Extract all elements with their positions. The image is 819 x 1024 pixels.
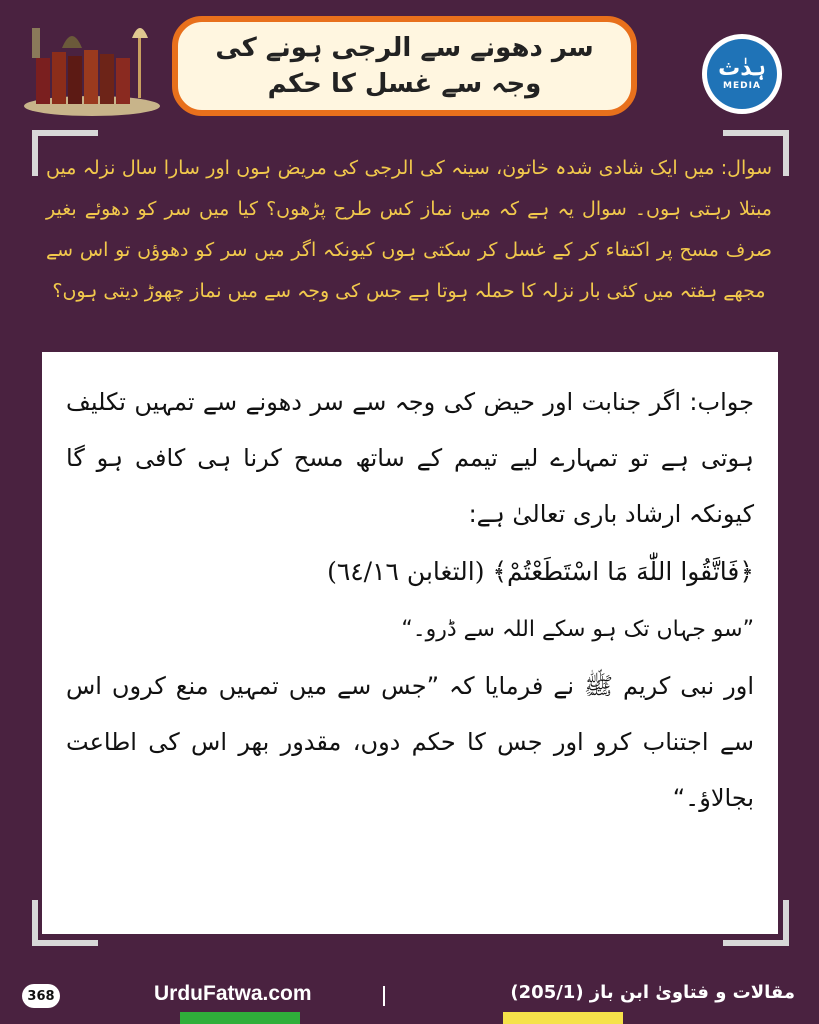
title-line-1: سر دھونے سے الرجی ہونے کی [215, 33, 594, 63]
logo-text: MEDIA [723, 81, 761, 91]
website-link[interactable]: UrduFatwa.com [154, 982, 312, 1005]
footer-divider [383, 986, 385, 1006]
title-box [172, 16, 637, 116]
logo-mark: ہدٰث [718, 56, 766, 81]
green-accent-bar [180, 1012, 300, 1024]
mohaddis-media-logo [702, 34, 782, 114]
books-illustration [22, 18, 162, 118]
question-text: سوال: میں ایک شادی شدہ خاتون، سینہ کی الرجی کی مریض ہوں اور سارا سال نزلہ میں مبتلا رہتی ہوں۔ سوال یہ ہے کہ میں نماز کس طرح پڑھوں؟ کیا میں سر کو دھوئے بغیر صرف مسح پر اکتفاء کر کے غسل کر سکتی ہوں کیونکہ اگر میں سر کو دھوؤں تو اس سے مجھے ہفتہ میں کئی بار نزلہ کا حملہ ہوتا ہے جس کی وجہ سے میں نماز چھوڑ دیتی ہوں؟ [46, 157, 772, 302]
frame-corner-bottom-left [32, 900, 98, 946]
answer-box [42, 352, 778, 934]
source-reference: مقالات و فتاویٰ ابن باز (205/1) [510, 982, 795, 1003]
title-line-2: وجہ سے غسل کا حکم [267, 69, 542, 99]
page-number-badge: 368 [22, 984, 60, 1008]
answer-paragraph-2: اور نبی کریم ﷺ نے فرمایا کہ ”جس سے میں تمہیں منع کروں اس سے اجتناب کرو اور جس کا حکم دوں، مقدور بھر اس کی اطاعت بجالاؤ۔“ [66, 672, 754, 812]
yellow-accent-bar [503, 1012, 623, 1024]
frame-corner-bottom-right [723, 900, 789, 946]
quran-verse: ﴿فَاتَّقُوا اللّٰهَ مَا اسْتَطَعْتُمْ﴾ (التغابن ٦٤/١٦) [327, 557, 754, 586]
verse-translation: ”سو جہاں تک ہو سکے اللہ سے ڈرو۔“ [401, 617, 754, 642]
answer-paragraph-1: جواب: اگر جنابت اور حیض کی وجہ سے سر دھونے سے تمہیں تکلیف ہوتی ہے تو تمہارے لیے تیمم کے ساتھ مسح کرنا ہی کافی ہو گا کیونکہ ارشاد باری تعالیٰ ہے: [66, 388, 754, 528]
